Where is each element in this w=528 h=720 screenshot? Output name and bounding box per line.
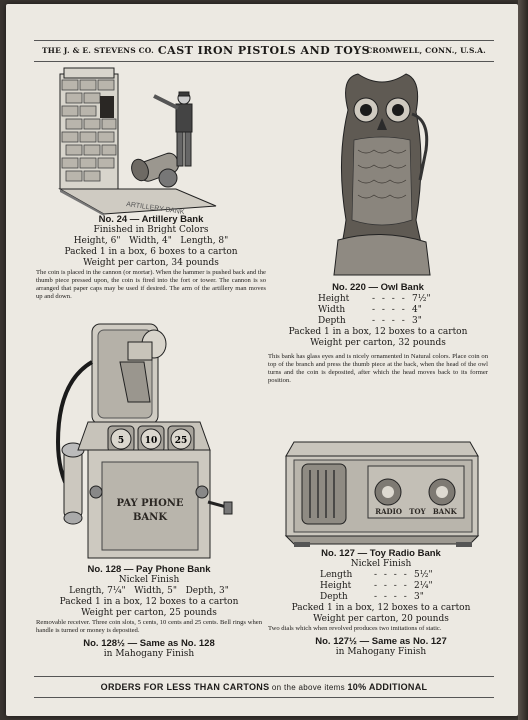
pay-phone-alt-name: No. 128½ — Same as No. 128 — [83, 638, 215, 649]
cannon-base-text: ARTILLERY BANK — [125, 201, 185, 216]
artillery-bank-weight: Weight per carton, 34 pounds — [83, 258, 219, 268]
radio-length-dashes: - - - - — [374, 570, 409, 580]
pay-phone-bank-dimensions: Length, 7¼" Width, 5" Depth, 3" — [69, 586, 229, 596]
pay-phone-alt-finish: in Mahogany Finish — [103, 649, 195, 659]
owl-bank-weight: Weight per carton, 32 pounds — [310, 338, 446, 348]
owl-bank-text — [268, 282, 488, 385]
owl-depth-dashes: - - - - — [372, 316, 407, 326]
pay-phone-bank-illustration — [54, 322, 244, 566]
radio-height-label: Height — [320, 581, 352, 591]
radio-length-label: Length — [320, 570, 353, 580]
pay-phone-bank-description: Removable receiver. Three coin slots, 5 cents, 10 cents and 25 cents. Bell rings when handle is turned or money is deposited. — [36, 619, 262, 634]
binding-edge — [518, 0, 528, 720]
footer-notice-b: on the above items — [269, 683, 348, 692]
radio-depth-value: 3" — [414, 592, 424, 602]
pay-phone-bank-finish: Nickel Finish — [118, 575, 180, 585]
radio-depth-label: Depth — [320, 592, 348, 602]
footer-notice-c: 10% ADDITIONAL — [347, 682, 428, 692]
pay-phone-bank-packing: Packed 1 in a box, 12 boxes to a carton — [59, 597, 239, 607]
owl-bank-description: This bank has glass eyes and is nicely ornamented in Natural colors. Place coin on top of the branch and press the thumb piece at the back, when the head of the owl turns and the coin is deposited, after which the head moves back to its former position. — [268, 353, 488, 384]
owl-width-value: 4" — [412, 305, 422, 315]
artillery-bank-illustration — [56, 66, 226, 216]
pay-phone-bank-text — [36, 564, 262, 660]
company-name: THE J. & E. STEVENS CO. — [42, 46, 154, 55]
artillery-bank-dimensions: Height, 6" Width, 4" Length, 8" — [73, 236, 229, 246]
radio-depth-dashes: - - - - — [374, 592, 409, 602]
radio-height-dashes: - - - - — [374, 581, 409, 591]
page-header — [34, 40, 494, 62]
toy-radio-alt-name: No. 127½ — Same as No. 127 — [315, 636, 447, 647]
owl-bank-packing: Packed 1 in a box, 12 boxes to a carton — [288, 327, 468, 337]
radio-length-value: 5½" — [414, 570, 433, 580]
owl-height-value: 7½" — [412, 294, 431, 304]
toy-radio-bank-text — [268, 548, 494, 658]
toy-radio-bank-weight: Weight per carton, 20 pounds — [313, 614, 449, 624]
artillery-bank-name: No. 24 — Artillery Bank — [98, 214, 204, 225]
owl-height-label: Height — [318, 294, 350, 304]
phone-sign-line2: BANK — [132, 512, 168, 523]
owl-depth-value: 3" — [412, 316, 422, 326]
artillery-bank-description: The coin is placed in the cannon (or mortar). When the hammer is pushed back and the thumb piece pressed upon, the coin is fired into the fort or tower. The cannon is so arranged that paper caps may be used if desired. The arm of the artillery man moves up and down. — [36, 269, 266, 300]
owl-bank-illustration — [326, 70, 436, 280]
toy-radio-bank-packing: Packed 1 in a box, 12 boxes to a carton — [291, 603, 471, 613]
radio-height-value: 2¼" — [414, 581, 433, 591]
owl-height-dashes: - - - - — [372, 294, 407, 304]
radio-panel-text: RADIO TOY BANK — [375, 507, 457, 516]
owl-width-label: Width — [318, 305, 346, 315]
page-title: CAST IRON PISTOLS AND TOYS — [157, 44, 371, 57]
toy-radio-bank-finish: Nickel Finish — [350, 559, 412, 569]
coin-slot-5-label: 5 — [117, 436, 125, 446]
toy-radio-bank-name: No. 127 — Toy Radio Bank — [321, 548, 441, 559]
company-location: CROMWELL, CONN., U.S.A. — [366, 46, 486, 55]
artillery-bank-packing: Packed 1 in a box, 6 boxes to a carton — [64, 247, 238, 257]
catalog-page — [6, 4, 518, 716]
pay-phone-bank-weight: Weight per carton, 25 pounds — [81, 608, 217, 618]
coin-slot-10-label: 10 — [144, 436, 158, 446]
phone-sign-line1: PAY PHONE — [116, 498, 184, 509]
artillery-bank-text — [36, 214, 266, 301]
toy-radio-bank-dimensions — [320, 570, 494, 603]
owl-width-dashes: - - - - — [372, 305, 407, 315]
owl-bank-dimensions — [318, 294, 488, 327]
coin-slot-25-label: 25 — [174, 436, 188, 446]
artillery-bank-finish: Finished in Bright Colors — [93, 225, 209, 235]
toy-radio-bank-description: Two dials which when revolved produces two imitations of static. — [268, 625, 442, 632]
toy-radio-alt-finish: in Mahogany Finish — [335, 647, 427, 657]
footer-notice-a: ORDERS FOR LESS THAN CARTONS — [100, 682, 270, 692]
pay-phone-bank-name: No. 128 — Pay Phone Bank — [87, 564, 211, 575]
page-footer — [34, 676, 494, 698]
owl-bank-name: No. 220 — Owl Bank — [332, 282, 424, 293]
owl-depth-label: Depth — [318, 316, 346, 326]
toy-radio-bank-illustration — [284, 430, 484, 548]
